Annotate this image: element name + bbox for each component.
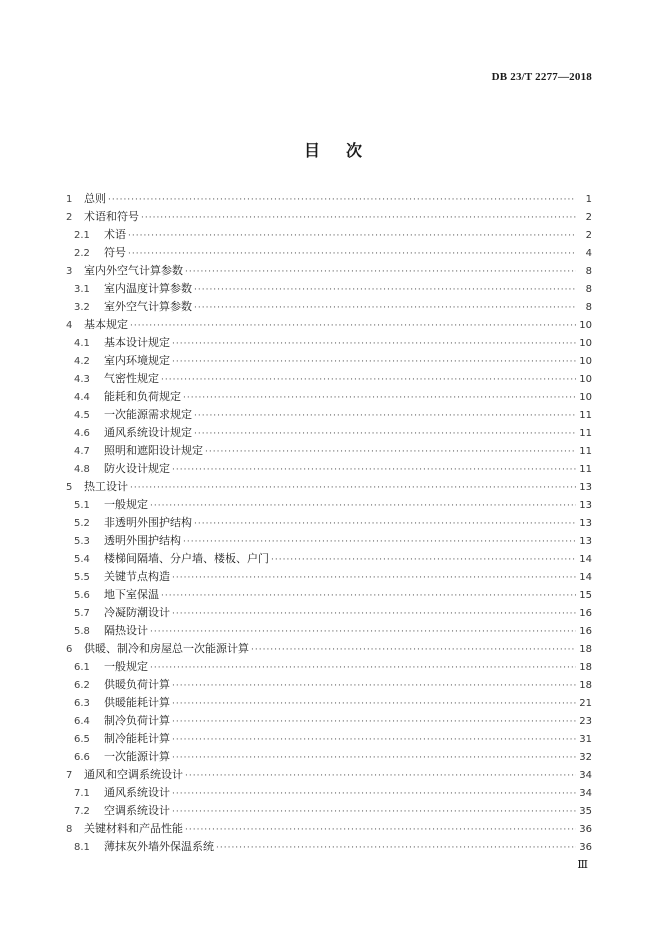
toc-entry-number: 3.1 — [74, 284, 90, 295]
toc-entry-number: 4.3 — [74, 374, 90, 385]
toc-leader-dots — [185, 821, 576, 838]
toc-entry-page: 10 — [579, 338, 592, 349]
toc-entry-label: 制冷能耗计算 — [104, 732, 170, 745]
toc-entry-label: 能耗和负荷规定 — [104, 390, 181, 403]
toc-entry[interactable] — [66, 694, 592, 712]
toc-entry-label: 空调系统设计 — [104, 804, 170, 817]
toc-entry[interactable] — [66, 208, 592, 226]
toc-entry-page: 13 — [579, 536, 592, 547]
toc-entry-number: 2 — [66, 212, 73, 223]
toc-entry-label: 室内外空气计算参数 — [84, 264, 183, 277]
toc-entry-label: 基本设计规定 — [104, 336, 170, 349]
toc-entry-page: 16 — [579, 608, 592, 619]
toc-entry-page: 13 — [579, 518, 592, 529]
toc-entry[interactable] — [66, 442, 592, 460]
toc-entry-number: 7.1 — [74, 788, 90, 799]
toc-leader-dots — [172, 605, 576, 622]
toc-leader-dots — [172, 695, 576, 712]
toc-leader-dots — [130, 317, 576, 334]
toc-entry-number: 6.1 — [74, 662, 90, 673]
toc-entry[interactable] — [66, 838, 592, 856]
toc-entry-page: 11 — [579, 464, 592, 475]
toc-entry-label: 关键材料和产品性能 — [84, 822, 183, 835]
toc-entry-label: 供暖负荷计算 — [104, 678, 170, 691]
toc-entry-number: 2.1 — [74, 230, 90, 241]
toc-title — [0, 138, 666, 161]
toc-entry-page: 13 — [579, 500, 592, 511]
toc-title-part2: 次 — [346, 141, 363, 160]
toc-entry-label: 防火设计规定 — [104, 462, 170, 475]
toc-entry-page: 18 — [579, 644, 592, 655]
toc-leader-dots — [172, 353, 576, 370]
toc-leader-dots — [108, 191, 576, 208]
toc-entry[interactable] — [66, 766, 592, 784]
toc-entry-label: 术语和符号 — [84, 210, 139, 223]
toc-entry-number: 5.7 — [74, 608, 90, 619]
toc-entry-number: 6 — [66, 644, 73, 655]
toc-entry-number: 3.2 — [74, 302, 90, 313]
toc-entry[interactable] — [66, 658, 592, 676]
toc-entry-page: 21 — [579, 698, 592, 709]
toc-entry[interactable] — [66, 352, 592, 370]
toc-entry-label: 总则 — [84, 192, 106, 205]
toc-entry-page: 8 — [585, 284, 592, 295]
toc-entry-number: 5.4 — [74, 554, 90, 565]
toc-entry-page: 36 — [579, 842, 592, 853]
toc-entry-number: 1 — [66, 194, 73, 205]
toc-entry-number: 8 — [66, 824, 73, 835]
toc-leader-dots — [183, 533, 576, 550]
toc-entry-page: 11 — [579, 410, 592, 421]
toc-entry[interactable] — [66, 586, 592, 604]
toc-entry-page: 10 — [579, 320, 592, 331]
toc-entry-number: 4.8 — [74, 464, 90, 475]
toc-entry[interactable] — [66, 550, 592, 568]
toc-entry[interactable] — [66, 784, 592, 802]
toc-title-part1: 目 — [303, 141, 320, 160]
toc-entry-number: 5.8 — [74, 626, 90, 637]
toc-entry-label: 基本规定 — [84, 318, 128, 331]
toc-entry-page: 23 — [579, 716, 592, 727]
toc-entry-page: 8 — [585, 266, 592, 277]
toc-leader-dots — [130, 479, 576, 496]
toc-entry-number: 4.7 — [74, 446, 90, 457]
toc-leader-dots — [150, 659, 576, 676]
toc-entry-page: 36 — [579, 824, 592, 835]
toc-leader-dots — [185, 767, 576, 784]
toc-entry-number: 6.2 — [74, 680, 90, 691]
toc-entry-label: 一般规定 — [104, 498, 148, 511]
toc-entry-number: 5.6 — [74, 590, 90, 601]
toc-entry-label: 制冷负荷计算 — [104, 714, 170, 727]
toc-entry-page: 11 — [579, 428, 592, 439]
toc-entry-label: 热工设计 — [84, 480, 128, 493]
toc-entry-number: 5.3 — [74, 536, 90, 547]
toc-entry-label: 供暖能耗计算 — [104, 696, 170, 709]
toc-entry[interactable] — [66, 334, 592, 352]
toc-entry-page: 10 — [579, 392, 592, 403]
toc-entry-label: 通风和空调系统设计 — [84, 768, 183, 781]
toc-entry[interactable] — [66, 406, 592, 424]
toc-entry-label: 通风系统设计 — [104, 786, 170, 799]
toc-leader-dots — [161, 371, 576, 388]
toc-entry-label: 照明和遮阳设计规定 — [104, 444, 203, 457]
toc-entry[interactable] — [66, 190, 592, 208]
toc-entry[interactable] — [66, 820, 592, 838]
toc-entry-number: 5.2 — [74, 518, 90, 529]
toc-entry-number: 4.4 — [74, 392, 90, 403]
toc-entry[interactable] — [66, 262, 592, 280]
toc-entry-label: 透明外围护结构 — [104, 534, 181, 547]
toc-entry-page: 14 — [579, 572, 592, 583]
toc-leader-dots — [172, 335, 576, 352]
toc-entry[interactable] — [66, 478, 592, 496]
toc-entry-number: 7 — [66, 770, 73, 781]
toc-leader-dots — [194, 425, 576, 442]
toc-entry-number: 4.5 — [74, 410, 90, 421]
toc-entry-label: 通风系统设计规定 — [104, 426, 192, 439]
toc-leader-dots — [194, 281, 576, 298]
toc-entry-number: 4.2 — [74, 356, 90, 367]
toc-leader-dots — [172, 461, 576, 478]
page-number: Ⅲ — [577, 858, 588, 871]
toc-leader-dots — [205, 443, 576, 460]
toc-entry-number: 3 — [66, 266, 73, 277]
toc-entry[interactable] — [66, 244, 592, 262]
toc-entry-page: 13 — [579, 482, 592, 493]
toc-entry-label: 一般规定 — [104, 660, 148, 673]
toc-entry-page: 34 — [579, 788, 592, 799]
toc-leader-dots — [194, 299, 576, 316]
toc-leader-dots — [128, 245, 576, 262]
toc-leader-dots — [172, 785, 576, 802]
toc-entry[interactable] — [66, 622, 592, 640]
toc-entry-label: 术语 — [104, 228, 126, 241]
toc-leader-dots — [161, 587, 576, 604]
toc-entry-label: 供暖、制冷和房屋总一次能源计算 — [84, 642, 249, 655]
toc-entry-label: 一次能源需求规定 — [104, 408, 192, 421]
toc-entry-label: 室内环境规定 — [104, 354, 170, 367]
toc-leader-dots — [172, 713, 576, 730]
toc-entry[interactable] — [66, 532, 592, 550]
toc-entry[interactable] — [66, 496, 592, 514]
toc-entry-number: 4.1 — [74, 338, 90, 349]
toc-entry-page: 16 — [579, 626, 592, 637]
toc-entry-label: 符号 — [104, 246, 126, 259]
toc-entry[interactable] — [66, 226, 592, 244]
toc-entry[interactable] — [66, 388, 592, 406]
toc-entry[interactable] — [66, 640, 592, 658]
toc-entry-label: 冷凝防潮设计 — [104, 606, 170, 619]
toc-entry[interactable] — [66, 280, 592, 298]
toc-entry-label: 室内温度计算参数 — [104, 282, 192, 295]
toc-entry-number: 6.6 — [74, 752, 90, 763]
toc-entry-number: 4.6 — [74, 428, 90, 439]
toc-entry-number: 5.1 — [74, 500, 90, 511]
toc-entry[interactable] — [66, 802, 592, 820]
toc-entry-page: 10 — [579, 374, 592, 385]
toc-entry[interactable] — [66, 712, 592, 730]
toc-entry-number: 4 — [66, 320, 73, 331]
toc-leader-dots — [194, 515, 576, 532]
toc-entry-label: 室外空气计算参数 — [104, 300, 192, 313]
toc-entry[interactable] — [66, 676, 592, 694]
toc-leader-dots — [172, 749, 576, 766]
toc-entry-page: 32 — [579, 752, 592, 763]
toc-entry[interactable] — [66, 316, 592, 334]
toc-entry[interactable] — [66, 460, 592, 478]
toc-leader-dots — [128, 227, 576, 244]
toc-entry-number: 6.3 — [74, 698, 90, 709]
toc-leader-dots — [251, 641, 576, 658]
toc-entry[interactable] — [66, 604, 592, 622]
toc-leader-dots — [216, 839, 576, 856]
toc-entry-page: 15 — [579, 590, 592, 601]
toc-entry-label: 薄抹灰外墙外保温系统 — [104, 840, 214, 853]
toc-entry-page: 2 — [585, 212, 592, 223]
toc-entry-page: 8 — [585, 302, 592, 313]
toc-entry-page: 31 — [579, 734, 592, 745]
toc-leader-dots — [172, 731, 576, 748]
toc-entry-page: 2 — [585, 230, 592, 241]
toc-entry-page: 10 — [579, 356, 592, 367]
toc-entry-page: 34 — [579, 770, 592, 781]
toc-leader-dots — [172, 803, 576, 820]
toc-entry-page: 18 — [579, 680, 592, 691]
table-of-contents — [66, 190, 592, 856]
toc-entry-label: 气密性规定 — [104, 372, 159, 385]
toc-leader-dots — [271, 551, 576, 568]
toc-entry[interactable] — [66, 568, 592, 586]
toc-entry-label: 一次能源计算 — [104, 750, 170, 763]
toc-entry-number: 6.4 — [74, 716, 90, 727]
toc-entry-page: 18 — [579, 662, 592, 673]
toc-entry-page: 4 — [585, 248, 592, 259]
toc-entry[interactable] — [66, 424, 592, 442]
toc-leader-dots — [194, 407, 576, 424]
toc-leader-dots — [172, 677, 576, 694]
toc-entry-page: 35 — [579, 806, 592, 817]
toc-leader-dots — [185, 263, 576, 280]
toc-leader-dots — [150, 497, 576, 514]
toc-entry-number: 5 — [66, 482, 73, 493]
toc-entry-label: 地下室保温 — [104, 588, 159, 601]
toc-entry-page: 11 — [579, 446, 592, 457]
toc-leader-dots — [150, 623, 576, 640]
toc-entry-number: 7.2 — [74, 806, 90, 817]
toc-leader-dots — [172, 569, 576, 586]
toc-entry[interactable] — [66, 748, 592, 766]
toc-entry-label: 楼梯间隔墙、分户墙、楼板、户门 — [104, 552, 269, 565]
toc-entry-number: 8.1 — [74, 842, 90, 853]
toc-entry[interactable] — [66, 370, 592, 388]
toc-entry[interactable] — [66, 514, 592, 532]
toc-leader-dots — [183, 389, 576, 406]
toc-entry-label: 隔热设计 — [104, 624, 148, 637]
toc-entry-page: 14 — [579, 554, 592, 565]
toc-leader-dots — [141, 209, 576, 226]
toc-entry[interactable] — [66, 298, 592, 316]
toc-entry-label: 非透明外围护结构 — [104, 516, 192, 529]
toc-entry-number: 2.2 — [74, 248, 90, 259]
toc-entry[interactable] — [66, 730, 592, 748]
toc-entry-number: 5.5 — [74, 572, 90, 583]
toc-entry-number: 6.5 — [74, 734, 90, 745]
document-code: DB 23/T 2277—2018 — [491, 71, 592, 83]
toc-entry-label: 关键节点构造 — [104, 570, 170, 583]
toc-entry-page: 1 — [585, 194, 592, 205]
